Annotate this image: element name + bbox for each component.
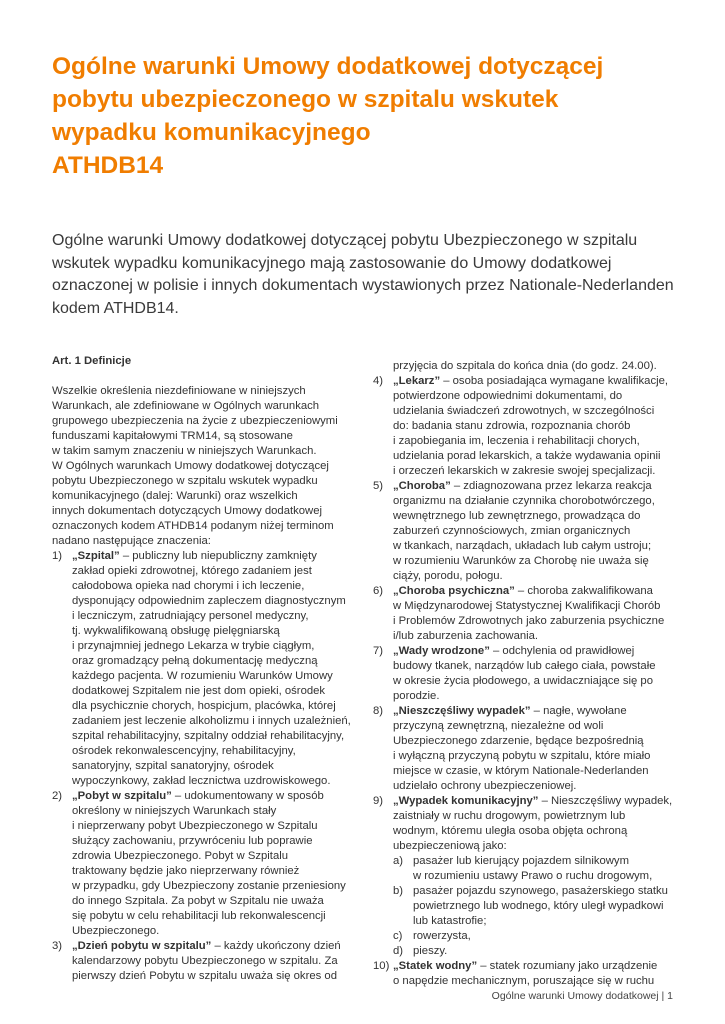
definition-line: i orzeczeń lekarskich w zakresie swojej specjalizacji.: [393, 465, 656, 477]
definition-number: 4): [373, 375, 384, 387]
definition-item: [373, 479, 673, 584]
definition-line: w Międzynarodowej Statystycznej Kwalifikacji Chorób: [393, 600, 661, 612]
definition-line: potwierdzone odpowiednimi dokumentami, do: [393, 390, 623, 402]
definition-line: całodobowa opieka nad chorymi i ich leczenie,: [72, 580, 305, 592]
definition-number: 7): [373, 645, 384, 657]
definition-line: określony w niniejszych Warunkach stały: [72, 805, 277, 817]
preamble-line: grupowego ubezpieczenia na życie z ubezpieczeniowymi: [52, 415, 338, 427]
definition-line: udzielania świadczeń zdrowotnych, w szczególności: [393, 405, 655, 417]
definition-item: [373, 794, 673, 959]
definition-item: [373, 584, 673, 644]
page-footer: Ogólne warunki Umowy dodatkowej | 1: [491, 990, 673, 1002]
intro-line: kodem ATHDB14.: [52, 299, 179, 317]
definition-term: „Szpital”: [72, 550, 120, 562]
definition-line: i Problemów Zdrowotnych jako zaburzenia psychiczne: [393, 615, 665, 627]
definition-subitem: [393, 854, 673, 884]
definition-term: „Choroba”: [393, 480, 451, 492]
definition-number: 5): [373, 480, 384, 492]
definition-term: „Nieszczęśliwy wypadek”: [393, 705, 531, 717]
subitem-line: lub katastrofie;: [413, 915, 487, 927]
definition-line: do: badania stanu zdrowia, rozpoznania chorób: [393, 420, 631, 432]
preamble-line: oznaczonych kodem ATHDB14 podanym niżej terminom: [52, 520, 334, 532]
definition-line: w okresie życia płodowego, a uwidaczniające się po: [393, 675, 653, 687]
definition-number: 3): [52, 940, 63, 952]
definition-line: organizmu na działanie czynnika chorobotwórczego,: [393, 495, 655, 507]
definition-line: i zapobiegania im, leczenia i rehabilitacji chorych,: [393, 435, 640, 447]
definition-first-line: „Dzień pobytu w szpitalu” – każdy ukończony dzień: [72, 940, 341, 952]
definition-item: [52, 549, 362, 789]
subitem-letter: d): [393, 945, 404, 957]
definitions-list-left: [52, 549, 362, 984]
definition-term: „Pobyt w szpitalu”: [72, 790, 172, 802]
definition-number: 10): [373, 960, 390, 972]
title-line: pobytu ubezpieczonego w szpitalu wskutek: [52, 86, 559, 113]
definition-first-line: „Szpital” – publiczny lub niepubliczny zamknięty: [72, 550, 317, 562]
definition-first-line: „Choroba psychiczna” – choroba zakwalifikowana: [393, 585, 653, 597]
definition-line: Ubezpieczonego.: [72, 925, 160, 937]
preamble-line: Warunkach, ale zdefiniowane w Ogólnych warunkach: [52, 400, 320, 412]
preamble-line: funduszami kapitałowymi TRM14, są stosowane: [52, 430, 293, 442]
preamble-paragraph: [52, 384, 362, 549]
definition-term: „Lekarz”: [393, 375, 441, 387]
preamble-line: Wszelkie określenia niezdefiniowane w niniejszych: [52, 385, 306, 397]
definition-item: [52, 789, 362, 939]
definition-line: wypoczynkowy, zakład lecznictwa uzdrowiskowego.: [72, 775, 331, 787]
definition-line: zdrowia Ubezpieczonego. Pobyt w Szpitalu: [72, 850, 289, 862]
intro-paragraph: [52, 230, 682, 320]
definition-line: w rozumieniu Warunków za Chorobę nie uważa się: [393, 555, 649, 567]
definition-line: służący zachowaniu, przywróceniu lub poprawie: [72, 835, 313, 847]
left-column: [52, 354, 362, 984]
definition-term: „Wypadek komunikacyjny”: [393, 795, 539, 807]
definition-line: wewnętrznego lub zewnętrznego, prowadząca do: [393, 510, 641, 522]
preamble-line: nadano następujące znaczenia:: [52, 535, 211, 547]
definition-term: „Choroba psychiczna”: [393, 585, 515, 597]
definition-line: Ubezpieczonego zdarzenie, będące bezpośrednią: [393, 735, 644, 747]
definition-term: „Dzień pobytu w szpitalu”: [72, 940, 212, 952]
definition-first-line: „Wady wrodzone” – odchylenia od prawidłowej: [393, 645, 635, 657]
definition-line: o napędzie mechanicznym, poruszające się w ruchu: [393, 975, 655, 987]
definition-line: szpital rehabilitacyjny, szpitalny oddział rehabilitacyjny,: [72, 730, 345, 742]
subitem-line: rowerzysta,: [413, 930, 471, 942]
definition-line: zadaniem jest leczenie alkoholizmu i innych uzależnień,: [72, 715, 351, 727]
definition-line: przyczyną zewnętrzną, niezależne od woli: [393, 720, 604, 732]
definition-number: 6): [373, 585, 384, 597]
definition-line: dla psychicznie chorych, hospicjum, placówka, której: [72, 700, 336, 712]
definition-number: 9): [373, 795, 384, 807]
definition-item: [373, 644, 673, 704]
definitions-list-right: [373, 374, 673, 989]
continuation-line: przyjęcia do szpitala do końca dnia (do godz. 24.00).: [393, 360, 657, 372]
definition-number: 2): [52, 790, 63, 802]
definition-line: zaistniały w ruchu drogowym, powietrznym lub: [393, 810, 626, 822]
preamble-line: innych dokumentach dotyczących Umowy dodatkowej: [52, 505, 323, 517]
definition-line: zaburzeń czynnościowych, zmian organicznych: [393, 525, 631, 537]
definition-first-line: „Statek wodny” – statek rozumiany jako urządzenie: [393, 960, 658, 972]
definition-subitem: [393, 929, 673, 944]
definition-line: i wyłączną przyczyną pobytu w szpitalu, które miało: [393, 750, 651, 762]
title-line: Ogólne warunki Umowy dodatkowej dotyczącej: [52, 53, 604, 80]
intro-line: wskutek wypadku komunikacyjnego mają zastosowanie do Umowy dodatkowej: [52, 254, 612, 272]
definition-item: [373, 959, 673, 989]
preamble-line: W Ogólnych warunkach Umowy dodatkowej dotyczącej: [52, 460, 329, 472]
definition-line: i przynajmniej jednego Lekarza w trybie ciągłym,: [72, 640, 315, 652]
definition-line: wodnym, któremu uległa osoba objęta ochroną: [393, 825, 628, 837]
definition-line: i/lub zaburzenia zachowania.: [393, 630, 539, 642]
subitem-letter: a): [393, 855, 404, 867]
definition-line: każdego pacjenta. W rozumieniu Warunków Umowy: [72, 670, 333, 682]
document-title: [52, 50, 672, 182]
preamble-line: komunikacyjnego (dalej: Warunki) oraz wszelkich: [52, 490, 298, 502]
subitem-line: pasażer pojazdu szynowego, pasażerskiego statku: [413, 885, 668, 897]
definition-line: i nieprzerwany pobyt Ubezpieczonego w Szpitalu: [72, 820, 318, 832]
right-column: [373, 359, 673, 989]
definition-line: budowy tkanek, narządów lub całego ciała, powstałe: [393, 660, 656, 672]
definition-line: dodatkowej Szpitalem nie jest dom opieki, ośrodek: [72, 685, 326, 697]
definition-first-line: „Lekarz” – osoba posiadająca wymagane kwalifikacje,: [393, 375, 669, 387]
subitem-line: powietrznego lub wodnego, który uległ wypadkowi: [413, 900, 664, 912]
definition-first-line: „Wypadek komunikacyjny” – Nieszczęśliwy wypadek,: [393, 795, 673, 807]
preamble-line: w takim samym znaczeniu w niniejszych Warunkach.: [52, 445, 317, 457]
definition-line: dysponujący odpowiednim zapleczem diagnostycznym: [72, 595, 346, 607]
definition-item: [373, 374, 673, 479]
intro-line: oznaczonej w polisie i innych dokumentach wystawionych przez Nationale-Nederlanden: [52, 277, 674, 294]
definition-line: ubezpieczeniową jako:: [393, 840, 507, 852]
intro-line: Ogólne warunki Umowy dodatkowej dotyczącej pobytu Ubezpieczonego w szpitalu: [52, 232, 638, 249]
definition-item: [373, 704, 673, 794]
definition-line: udzielało ochrony ubezpieczeniowej.: [393, 780, 577, 792]
subitem-letter: b): [393, 885, 404, 897]
definition-item: [52, 939, 362, 984]
definition-line: traktowany będzie jako nieprzerwany również: [72, 865, 300, 877]
subitem-line: w rozumieniu ustawy Prawo o ruchu drogowym,: [413, 870, 653, 882]
definition-line: sanatoryjny, szpital sanatoryjny, ośrodek: [72, 760, 274, 772]
definition-line: i leczniczym, zatrudniający personel medyczny,: [72, 610, 309, 622]
definition-subitem: [393, 884, 673, 929]
definition-first-line: „Nieszczęśliwy wypadek” – nagłe, wywołane: [393, 705, 627, 717]
definition-line: do innego Szpitala. Za pobyt w Szpitalu nie uważa: [72, 895, 324, 907]
subitem-line: pasażer lub kierujący pojazdem silnikowym: [413, 855, 629, 867]
definition-line: kalendarzowy pobytu Ubezpieczonego w szpitalu. Za: [72, 955, 338, 967]
definition-line: oraz gromadzący pełną dokumentację medyczną: [72, 655, 318, 667]
definition-line: tj. wykwalifikowaną obsługę pielęgniarską: [72, 625, 280, 637]
definition-line: pierwszy dzień Pobytu w szpitalu uważa się okres od: [72, 970, 337, 982]
definition-term: „Wady wrodzone”: [393, 645, 490, 657]
title-line: wypadku komunikacyjnego: [52, 119, 371, 146]
definition-line: w przypadku, gdy Ubezpieczony zostanie przeniesiony: [72, 880, 346, 892]
definition-first-line: „Pobyt w szpitalu” – udokumentowany w sposób: [72, 790, 324, 802]
title-line: ATHDB14: [52, 152, 164, 179]
definition-line: porodzie.: [393, 690, 440, 702]
definition-first-line: „Choroba” – zdiagnozowana przez lekarza reakcja: [393, 480, 652, 492]
definition-line: w tkankach, narządach, układach lub całym ustroju;: [393, 540, 652, 552]
definition-term: „Statek wodny”: [393, 960, 478, 972]
definition-number: 1): [52, 550, 63, 562]
subitem-letter: c): [393, 930, 403, 942]
definition-number: 8): [373, 705, 384, 717]
definition-line: ciąży, porodu, połogu.: [393, 570, 503, 582]
definition-line: się pobytu w celu rehabilitacji lub rekonwalescencji: [72, 910, 326, 922]
article-title: Art. 1 Definicje: [52, 355, 132, 367]
preamble-line: pobytu Ubezpieczonego w szpitalu wskutek wypadku: [52, 475, 318, 487]
definition-line: miejsce w czasie, w którym Nationale-Nederlanden: [393, 765, 649, 777]
definition-line: udzielania porad lekarskich, a także wydawania opinii: [393, 450, 661, 462]
subitem-line: pieszy.: [413, 945, 448, 957]
definition-line: ośrodek rekonwalescencyjny, rehabilitacyjny,: [72, 745, 296, 757]
definition-subitem: [393, 944, 673, 959]
definition-line: zakład opieki zdrowotnej, którego zadaniem jest: [72, 565, 312, 577]
